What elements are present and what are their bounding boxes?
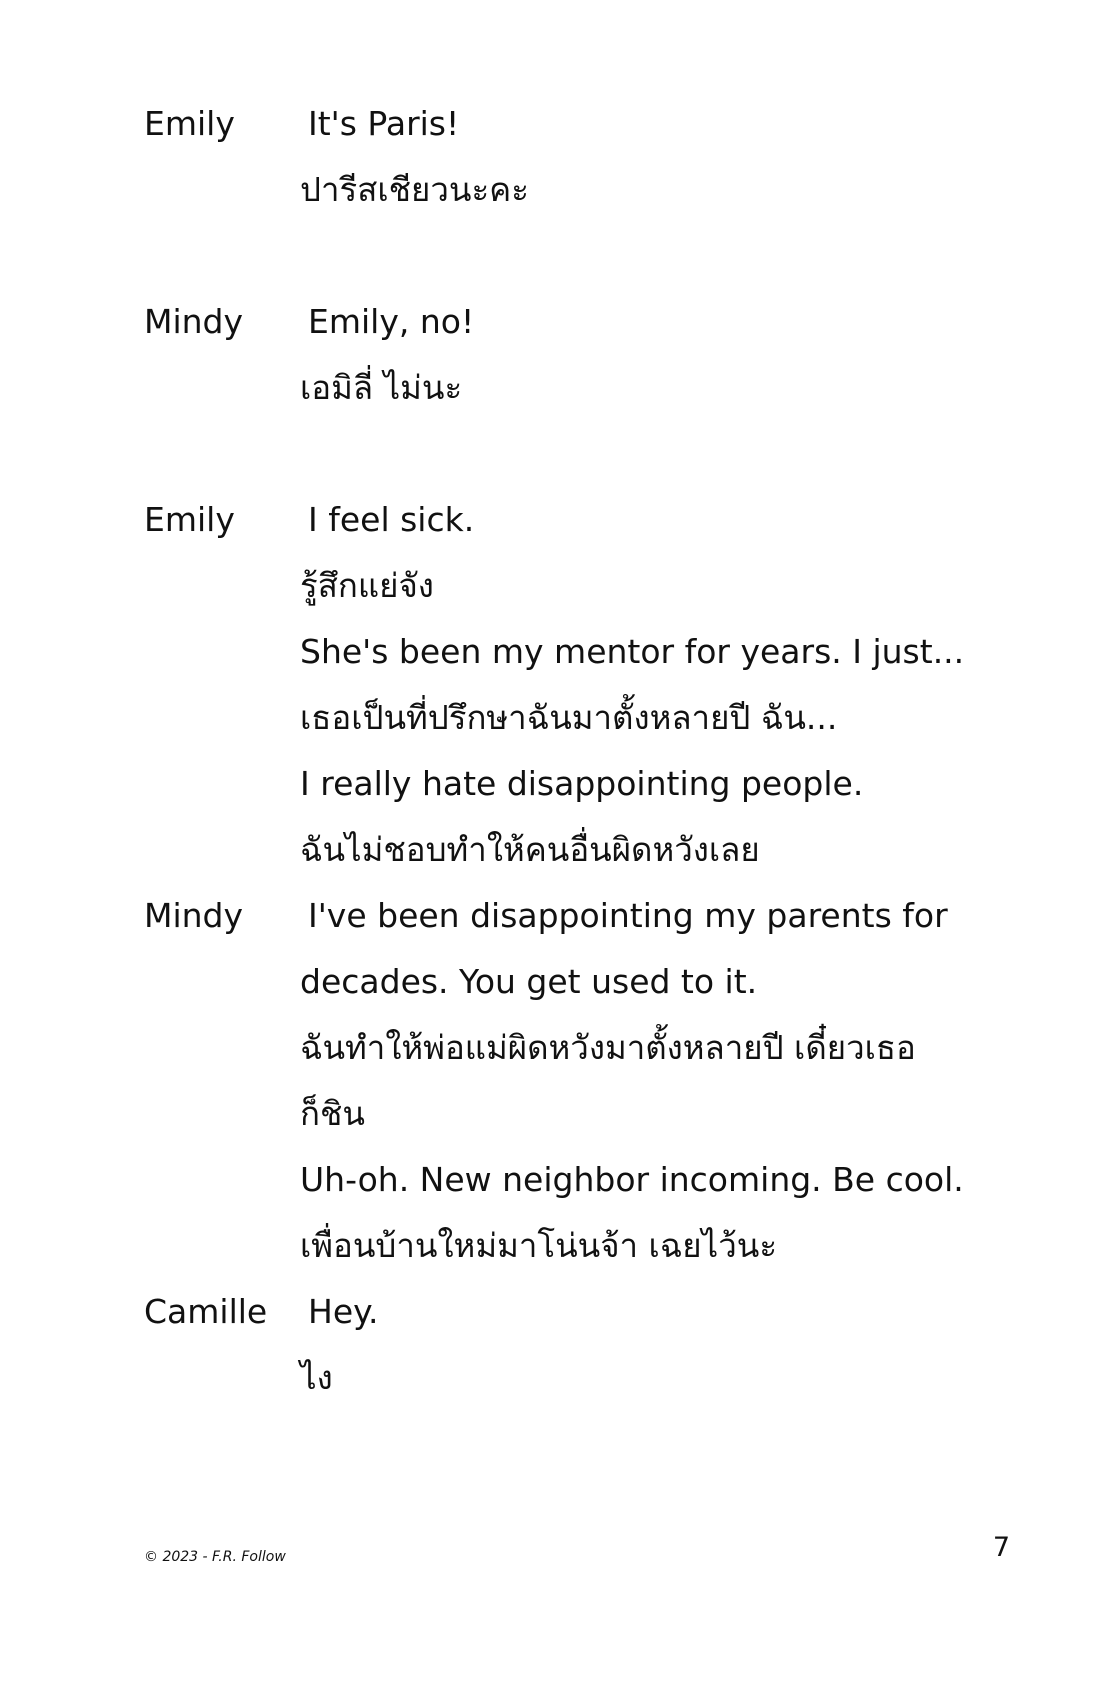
dialogue-line: ก็ชิน bbox=[300, 1094, 365, 1133]
page-number: 7 bbox=[992, 1532, 1010, 1563]
dialogue-line: เพื่อนบ้านใหม่มาโน่นจ้า เฉยไว้นะ bbox=[300, 1226, 778, 1265]
speaker-name: Mindy bbox=[144, 896, 244, 935]
dialogue-line: เอมิลี่ ไม่นะ bbox=[300, 368, 463, 407]
dialogue-line: I really hate disappointing people. bbox=[300, 764, 864, 803]
speaker-name: Camille bbox=[144, 1292, 268, 1331]
speaker-name: Mindy bbox=[144, 302, 244, 341]
dialogue-line: ฉันทำให้พ่อแม่ผิดหวังมาตั้งหลายปี เดี๋ยวเธอ bbox=[300, 1028, 916, 1067]
copyright-notice: © 2023 - F.R. Follow bbox=[144, 1549, 286, 1565]
dialogue-line: Hey. bbox=[308, 1292, 379, 1331]
dialogue-line: I feel sick. bbox=[308, 500, 475, 539]
dialogue-line: รู้สึกแย่จัง bbox=[300, 566, 434, 605]
speaker-name: Emily bbox=[144, 104, 235, 143]
dialogue-line: It's Paris! bbox=[308, 104, 460, 143]
speaker-name: Emily bbox=[144, 500, 235, 539]
dialogue-line: Emily, no! bbox=[308, 302, 475, 341]
dialogue-line: ไง bbox=[300, 1358, 333, 1397]
dialogue-line: ปารีสเชียวนะคะ bbox=[300, 170, 529, 209]
dialogue-line: decades. You get used to it. bbox=[300, 962, 758, 1001]
dialogue-line: Uh-oh. New neighbor incoming. Be cool. bbox=[300, 1160, 964, 1199]
dialogue-line: ฉันไม่ชอบทำให้คนอื่นผิดหวังเลย bbox=[300, 830, 760, 869]
dialogue-line: I've been disappointing my parents for bbox=[308, 896, 948, 935]
dialogue-line: She's been my mentor for years. I just... bbox=[300, 632, 965, 671]
dialogue-line: เธอเป็นที่ปรึกษาฉันมาตั้งหลายปี ฉัน... bbox=[300, 698, 838, 737]
